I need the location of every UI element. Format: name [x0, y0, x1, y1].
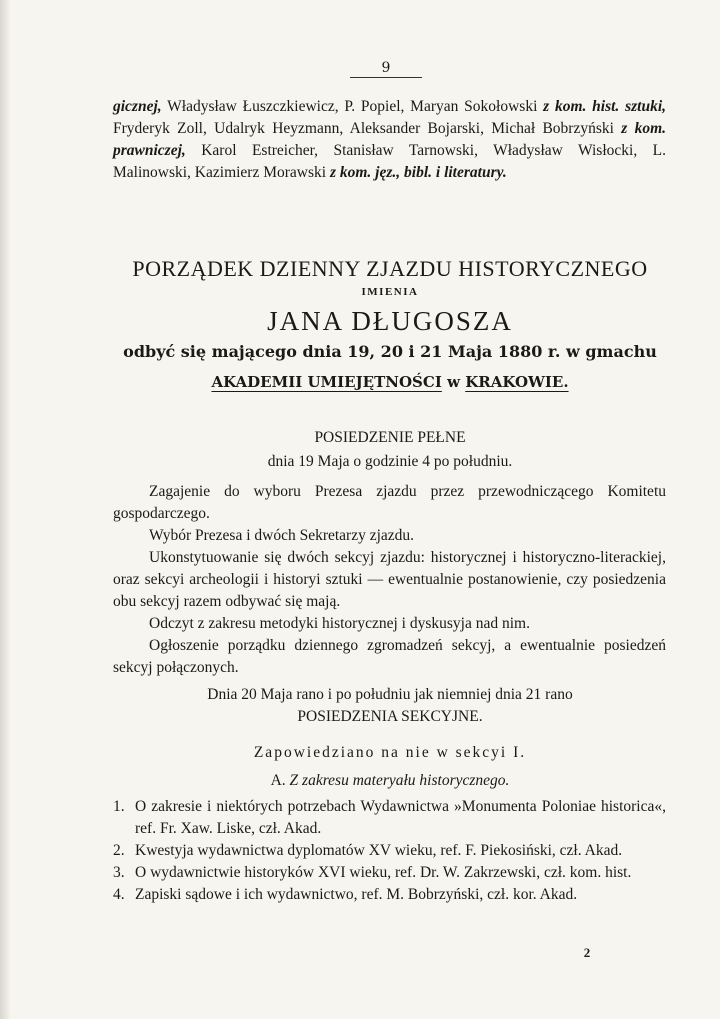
subsection-heading [110, 770, 670, 792]
list-item-text: Kwestyja wydawnictwa dyplomatów XV wieku, ref. F. Piekosiński, czł. Akad. [135, 842, 623, 859]
list-item-text: O zakresie i niektórych potrzebach Wydawnictwa »Monumenta Poloniae historica«, ref. Fr. Xaw. Liske, czł. Akad. [135, 798, 666, 837]
page-number: 9 [350, 60, 422, 78]
agenda-title-name: JANA DŁUGOSZA [267, 306, 513, 336]
academy-connector: w [441, 373, 466, 391]
lead-segment: Władysław Łuszczkiewicz, P. Popiel, Maryan Sokołowski [161, 98, 544, 115]
list-item-number: 4. [113, 886, 125, 903]
agenda-title-imienia: IMIENIA [361, 286, 419, 298]
lead-segment: Karol Estreicher, Stanisław Tarnowski, Władysław Wisłocki, L. Malinowski, Kazimierz Morawski [113, 142, 666, 181]
list-item-number: 3. [113, 864, 125, 881]
lead-segment: gicznej, [113, 98, 162, 115]
academy-city: KRAKOWIE. [465, 373, 569, 391]
plenary-title: POSIEDZENIE PEŁNE [314, 429, 466, 446]
lead-paragraph [113, 96, 666, 184]
agenda-subtitle: odbyć się mającego dnia 19, 20 i 21 Maja 1880 r. w gmachu [123, 342, 657, 361]
plenary-items [113, 481, 666, 679]
plenary-date: dnia 19 Maja o godzinie 4 po południu. [267, 453, 513, 470]
sectional-intro: Dnia 20 Maja rano i po południu jak niemniej dnia 21 rano [207, 686, 573, 703]
list-item [113, 796, 666, 840]
list-item [113, 884, 666, 906]
lead-segment: z kom. jęz., bibl. i literatury. [329, 164, 507, 181]
list-item-text: O wydawnictwie historyków XVI wieku, ref. Dr. W. Zakrzewski, czł. kom. hist. [135, 864, 632, 881]
sectional-announced: Zapowiedziano na nie w sekcyi I. [253, 744, 527, 761]
plenary-item: Ukonstytuowanie się dwóch sekcyj zjazdu: historycznej i historyczno-literackiej, oraz sekcyi archeologii i historyi sztuki — ewentualnie postanowienie, czy posiedzenia obu sekcyj razem odbywać się mają. [113, 549, 666, 610]
subsection-letter: A. [270, 772, 286, 789]
lead-segment: z kom. hist. sztuki, [543, 98, 666, 115]
plenary-item: Ogłoszenie porządku dziennego zgromadzeń sekcyj, a ewentualnie posiedzeń sekcyj połączonych. [113, 637, 666, 676]
plenary-item: Odczyt z zakresu metodyki historycznej i dyskusyja nad nim. [149, 615, 530, 632]
plenary-item: Zagajenie do wyboru Prezesa zjazdu przez przewodniczącego Komitetu gospodarczego. [113, 483, 666, 522]
academy-name: AKADEMII UMIEJĘTNOŚCI [211, 373, 442, 391]
agenda-title: PORZĄDEK DZIENNY ZJAZDU HISTORYCZNEGO [132, 256, 648, 281]
list-item-text: Zapiski sądowe i ich wydawnictwo, ref. M. Bobrzyński, czł. kor. Akad. [135, 886, 578, 903]
page-edge-shadow [0, 0, 10, 1019]
sectional-title: POSIEDZENIA SEKCYJNE. [297, 708, 483, 725]
subsection-title: Z zakresu materyału historycznego. [289, 772, 510, 789]
lead-segment: Fryderyk Zoll, Udalryk Heyzmann, Aleksander Bojarski, Michał Bobrzyński [113, 120, 622, 137]
lead-segment: z kom. prawniczej, [113, 120, 666, 159]
papers-list [113, 796, 666, 906]
printer-signature: 2 [583, 945, 591, 960]
plenary-item: Wybór Prezesa i dwóch Sekretarzy zjazdu. [149, 527, 415, 544]
list-item [113, 862, 666, 884]
list-item-number: 2. [113, 842, 125, 859]
list-item [113, 840, 666, 862]
list-item-number: 1. [113, 798, 125, 815]
agenda-academy [110, 370, 670, 394]
